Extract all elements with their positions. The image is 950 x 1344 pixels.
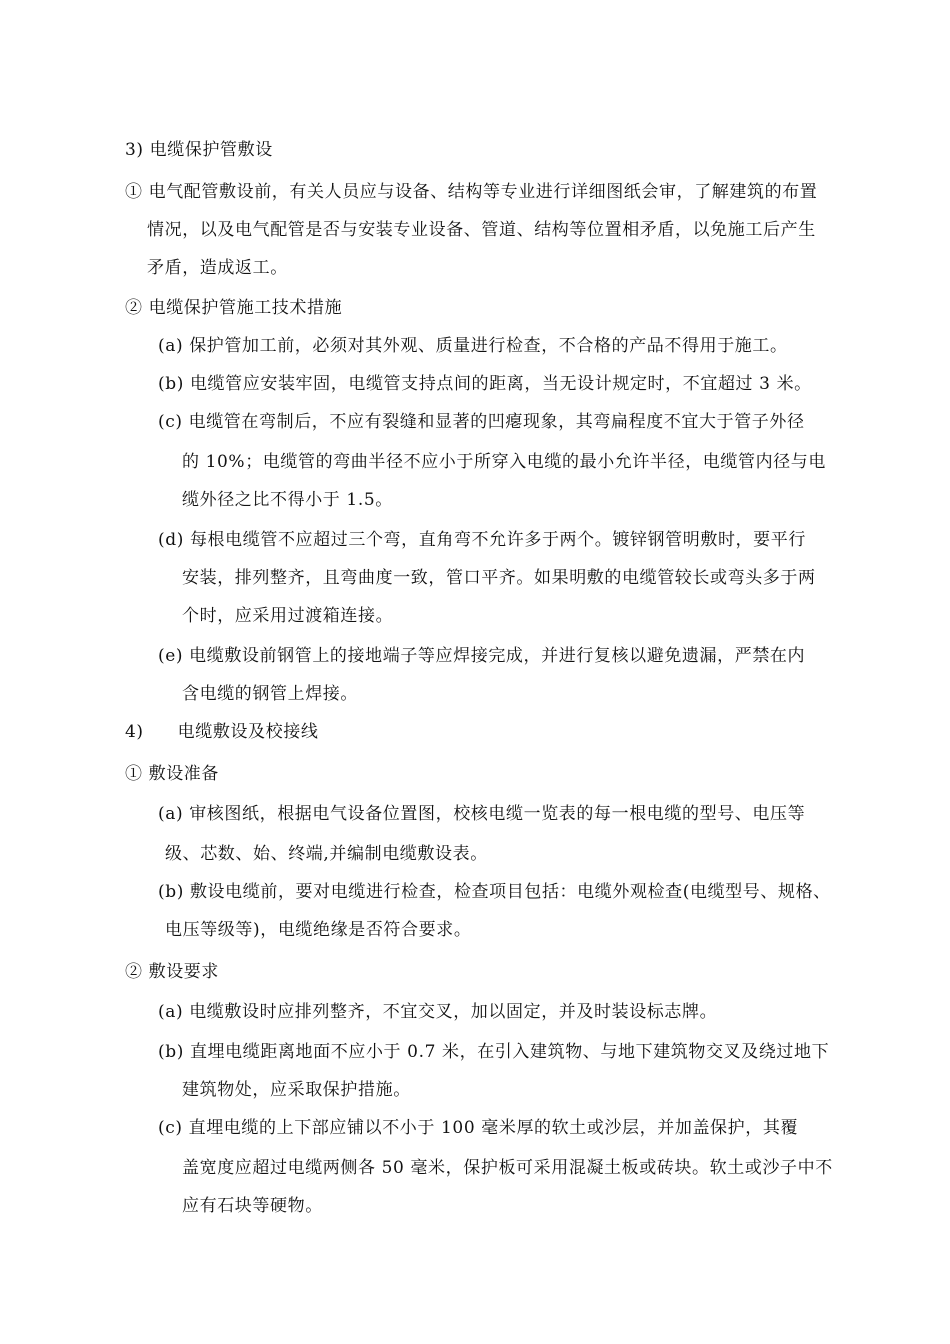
section-4-item-2-c-line-2: 盖宽度应超过电缆两侧各 50 毫米，保护板可采用混凝土板或砖块。软土或沙子中不 — [182, 1158, 833, 1178]
section-3-item-2-e-line-2: 含电缆的钢管上焊接。 — [182, 684, 358, 704]
section-4-item-1-a-line-1: (a) 审核图纸，根据电气设备位置图，校核电缆一览表的每一根电缆的型号、电压等 — [158, 804, 806, 824]
section-4-number: 4) — [125, 722, 144, 742]
section-4-title: 电缆敷设及校接线 — [177, 722, 319, 742]
section-3-heading: 3) 电缆保护管敷设 — [125, 140, 273, 160]
section-3-item-2-heading: ② 电缆保护管施工技术措施 — [125, 298, 343, 318]
section-4-item-2-b-line-2: 建筑物处，应采取保护措施。 — [182, 1080, 411, 1100]
section-3-item-2-d-line-2: 安装，排列整齐，且弯曲度一致，管口平齐。如果明敷的电缆管较长或弯头多于两 — [182, 568, 816, 588]
section-4-item-2-a: (a) 电缆敷设时应排列整齐，不宜交叉，加以固定，并及时装设标志牌。 — [158, 1002, 718, 1022]
section-4-item-2-heading: ② 敷设要求 — [125, 962, 220, 982]
section-3-item-2-e-line-1: (e) 电缆敷设前钢管上的接地端子等应焊接完成，并进行复核以避免遗漏，严禁在内 — [158, 646, 806, 666]
section-3-item-2-d-line-1: (d) 每根电缆管不应超过三个弯，直角弯不允许多于两个。镀锌钢管明敷时，要平行 — [158, 530, 806, 550]
section-4-item-2-b-line-1: (b) 直埋电缆距离地面不应小于 0.7 米，在引入建筑物、与地下建筑物交叉及绕过地下 — [158, 1042, 830, 1062]
section-4-heading — [125, 720, 318, 744]
section-3-item-2-d-line-3: 个时，应采用过渡箱连接。 — [182, 606, 394, 626]
section-4-item-1-b-line-1: (b) 敷设电缆前，要对电缆进行检查，检查项目包括：电缆外观检查(电缆型号、规格、 — [158, 882, 831, 902]
section-4-item-2-c-line-1: (c) 直埋电缆的上下部应铺以不小于 100 毫米厚的软土或沙层，并加盖保护，其覆 — [158, 1118, 799, 1138]
section-3-item-1-line-2: 情况，以及电气配管是否与安装专业设备、管道、结构等位置相矛盾，以免施工后产生 — [147, 220, 816, 240]
section-4-item-1-b-line-2: 电压等级等)，电缆绝缘是否符合要求。 — [165, 920, 472, 940]
section-3-item-1-line-3: 矛盾，造成返工。 — [147, 258, 288, 278]
section-3-item-2-b: (b) 电缆管应安装牢固，电缆管支持点间的距离，当无设计规定时，不宜超过 3 米。 — [158, 374, 812, 394]
section-3-item-2-a: (a) 保护管加工前，必须对其外观、质量进行检查，不合格的产品不得用于施工。 — [158, 336, 788, 356]
section-4-item-1-a-line-2: 级、芯数、始、终端,并编制电缆敷设表。 — [165, 844, 488, 864]
section-3-item-2-c-line-2: 的 10%；电缆管的弯曲半径不应小于所穿入电缆的最小允许半径，电缆管内径与电 — [182, 452, 826, 472]
section-3-item-1-line-1: ① 电气配管敷设前，有关人员应与设备、结构等专业进行详细图纸会审，了解建筑的布置 — [125, 182, 818, 202]
section-3-item-2-c-line-3: 缆外径之比不得小于 1.5。 — [182, 490, 393, 510]
section-4-item-1-heading: ① 敷设准备 — [125, 764, 220, 784]
section-4-item-2-c-line-3: 应有石块等硬物。 — [182, 1196, 323, 1216]
section-3-item-2-c-line-1: (c) 电缆管在弯制后，不应有裂缝和显著的凹瘪现象，其弯扁程度不宜大于管子外径 — [158, 412, 805, 432]
